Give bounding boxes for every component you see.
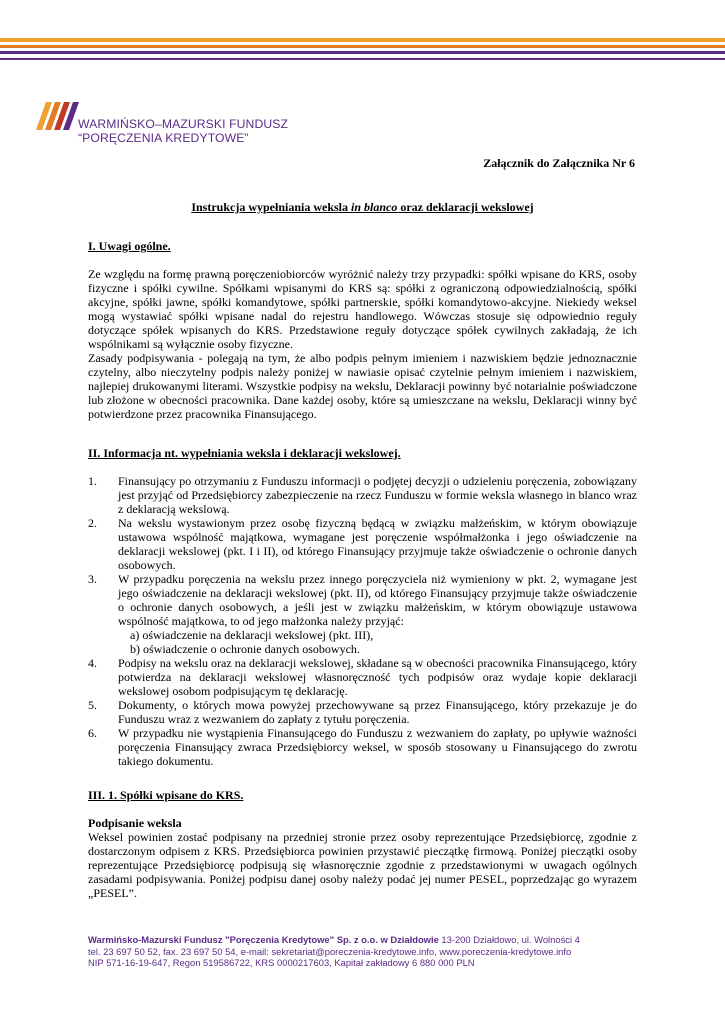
document-title [0, 200, 725, 215]
list-item [88, 572, 637, 656]
sub-list [118, 628, 637, 656]
item-text: Dokumenty, o których mowa powyżej przechowywane są przez Finansującego, który przekazuje je do Funduszu wraz z wezwaniem do zapłaty z tytułu poręczenia. [118, 698, 637, 726]
title-part-2: oraz deklaracji wekslowej [397, 200, 534, 214]
sub-list-item: a) oświadczenie na deklaracji wekslowej (pkt. III), [130, 628, 374, 642]
item-number: 6. [88, 726, 97, 740]
item-text: W przypadku poręczenia na wekslu przez innego poręczyciela niż wymieniony w pkt. 2, wymagane jest jego oświadczenie na deklaracji wekslowej (pkt. II), od którego Finansujący przyjmuje także oświadczenie o ochronie danych osobowych, a jeśli jest w związku małżeńskim, w którym obowiązuje ustawowa wspólność majątkowa, to od jego małżonka należy przyjąć: [118, 572, 637, 628]
section-1-paragraph-1: Ze względu na formę prawną poręczeniobiorców wyróżnić należy trzy przypadki: spółki wpisane do KRS, osoby fizyczne i spółki cywilne. Spółkami wpisanymi do KRS są: spółki z ograniczoną odpowiedzialnością, spółki akcyjne, spółki jawne, spółki komandytowe, spółki partnerskie, spółki komandytowo-akcyjne. Niekiedy weksel mogą wystawiać spółki wpisane nadal do rejestru handlowego. Wówczas stosuje się odpowiednio reguły dotyczące spółek wpisanych do KRS. Przedstawione reguły dotyczące spółek cywilnych zakładają, że ich wspólnikami są wyłącznie osoby fizyczne. [88, 267, 637, 351]
item-number: 3. [88, 572, 97, 586]
sub-list-item: b) oświadczenie o ochronie danych osobowych. [130, 642, 360, 656]
annex-label: Załącznik do Załącznika Nr 6 [483, 156, 635, 170]
footer-line-1 [88, 934, 648, 946]
item-text: Finansujący po otrzymaniu z Funduszu informacji o podjętej decyzji o udzieleniu poręczenia, zobowiązany jest przyjąć od Przedsiębiorcy zabezpieczenie na rzecz Funduszu w formie weksla własnego in blanco wraz z deklaracją wekslową. [118, 474, 637, 516]
list-item [88, 726, 637, 768]
header-stripes [0, 36, 725, 76]
fund-logo-text [78, 117, 288, 145]
item-text: W przypadku nie wystąpienia Finansującego do Funduszu z wezwaniem do zapłaty, po upływie ważności poręczenia Finansujący zwraca Przedsiębiorcy weksel, w sposób stosowany u Finansującego do zwrotu takiego dokumentu. [118, 726, 637, 768]
section-3-heading: III. 1. Spółki wpisane do KRS. [88, 788, 244, 802]
item-number: 5. [88, 698, 97, 712]
list-item [88, 516, 637, 572]
item-number: 4. [88, 656, 97, 670]
page-footer [88, 934, 648, 969]
logo-line-1: WARMIŃSKO–MAZURSKI FUNDUSZ [78, 117, 289, 131]
title-italic: in blanco [351, 200, 398, 214]
title-part-1: Instrukcja wypełniania weksla [191, 200, 352, 214]
footer-line-2: tel. 23 697 50 52, fax. 23 697 50 54, e-mail: sekretariat@poreczenia-kredytowe.info, www.poreczenia-kredytowe.info [88, 945, 572, 957]
section-2-heading: II. Informacja nt. wypełniania weksla i deklaracji wekslowej. [88, 446, 401, 460]
instruction-list [88, 474, 637, 768]
item-number: 1. [88, 474, 97, 488]
section-1 [88, 239, 637, 421]
section-3-subheading: Podpisanie weksla [88, 816, 182, 830]
list-item [88, 474, 637, 516]
section-2 [88, 446, 637, 768]
section-3 [88, 788, 637, 900]
section-1-heading: I. Uwagi ogólne. [88, 239, 171, 253]
item-number: 2. [88, 516, 97, 530]
footer-address: 13-200 Działdowo, ul. Wolności 4 [438, 934, 580, 945]
item-text: Na wekslu wystawionym przez osobę fizyczną będącą w związku małżeńskim, w którym obowiązuje ustawowa wspólność majątkowa, wymagane jest poręczenie współmałżonka i jego oświadczenie na deklaracji wekslowej (pkt. I i II), od którego Finansujący przyjmuje także oświadczenie o ochronie danych osobowych. [118, 516, 637, 572]
section-1-paragraph-2: Zasady podpisywania - polegają na tym, że albo podpis pełnym imieniem i nazwiskiem będzie jednoznacznie czytelny, albo nieczytelny podpis należy poniżej w nawiasie opisać czytelnie pełnym imieniem i nazwiskiem, najlepiej drukowanymi literami. Wszystkie podpisy na wekslu, Deklaracji powinny być notarialnie poświadczone lub złożone w obecności pracownika. Dane każdej osoby, które są umieszczane na wekslu, Deklaracji winny być potwierdzone przez pracownika Finansującego. [88, 351, 637, 421]
section-3-paragraph-1: Weksel powinien zostać podpisany na przedniej stronie przez osoby reprezentujące Przedsiębiorcę, zgodnie z dostarczonym odpisem z KRS. Przedsiębiorca powinien przystawić pieczątkę firmową. Poniżej pieczątki osoby reprezentujące Przedsiębiorcę podpisują się własnoręcznie zgodnie z przedstawionymi w uwagach ogólnych zasadami podpisywania. Poniżej podpisu danej osoby należy podać jej numer PESEL, poprzedzając go wyrazem „PESEL”. [88, 830, 637, 900]
footer-company: Warmińsko-Mazurski Fundusz "Poręczenia Kredytowe" Sp. z o.o. w Działdowie [88, 934, 439, 945]
item-text: Podpisy na wekslu oraz na deklaracji wekslowej, składane są w obecności pracownika Finansującego, który potwierdza na deklaracji wekslowej własnoręczność tych podpisów oraz wydaje kopie deklaracji wekslowej osobom podpisującym tę deklarację. [118, 656, 637, 698]
footer-line-3: NIP 571-16-19-647, Regon 519586722, KRS 0000217603, Kapitał zakładowy 6 880 000 PLN [88, 957, 475, 968]
fund-logo-icon [36, 96, 80, 132]
list-item [88, 698, 637, 726]
list-item [88, 656, 637, 698]
logo-line-2: “PORĘCZENIA KREDYTOWE” [78, 131, 249, 145]
